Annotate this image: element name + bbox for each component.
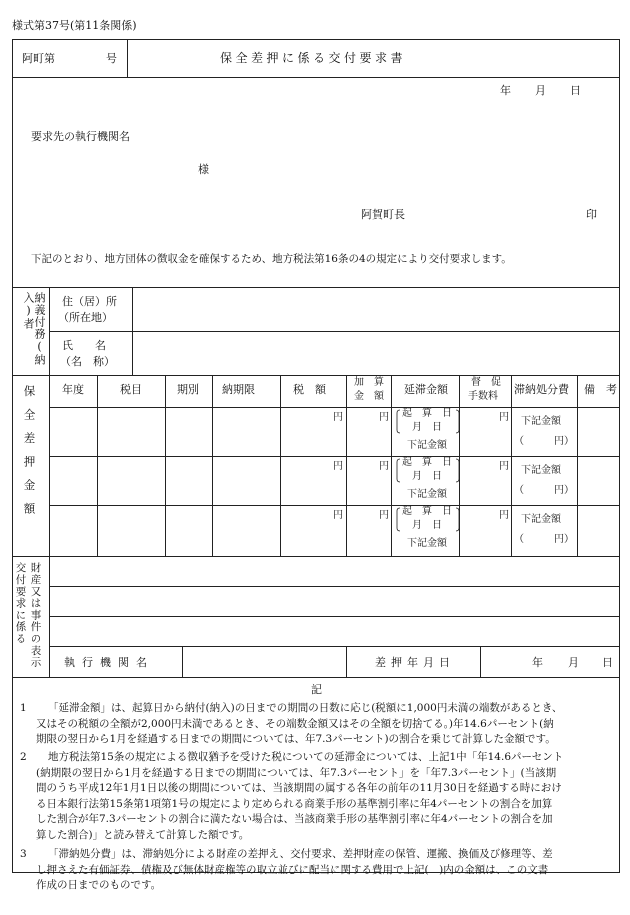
date-year-label: 年 [500,84,511,97]
table-row-1-fee-unit: 円 [499,412,509,423]
address-sub-label: （所在地） [58,311,113,324]
note-2-line-3: 間のうち平成12年1月1日以後の期間については、当該期間の属する各年の前年の11月30日を経過する時におけ [36,782,562,794]
sender-name: 阿賀町長 [361,208,405,221]
note-2-line-5: した割合が年7.3パーセントの割合に満たない場合は、当該商業手形の基準割引率に年4パーセントの割合を加 [36,813,553,825]
address-label: 住（居）所 [62,295,117,308]
table-row-2-below: 下記金額 [407,489,447,500]
note-3 [20,847,615,894]
table-row-1-calc-start: 起 算 日 [402,408,452,419]
header-remarks: 備 考 [584,383,617,396]
table-row-3-below: 下記金額 [407,538,447,549]
table-row-1-add-unit: 円 [379,412,389,423]
intro-text: 下記のとおり、地方団体の徴収金を確保するため、地方税法第16条の4の規定により交付要求します。 [31,253,512,265]
recipient-label: 要求先の執行機関名 [31,130,130,143]
header-additional-2: 金 額 [354,391,384,402]
table-row-3-disposal-paren: （ 円） [514,534,574,545]
table-row-2-month-day: 月 日 [412,471,442,482]
header-dunning-1: 督 促 [471,377,501,388]
table-row-2-calc-start: 起 算 日 [402,457,452,468]
document-title: 保全差押に係る交付要求書 [220,51,407,65]
note-2-line-1: 地方税法第15条の規定による徴収猶予を受けた税についての延滞金については、上記1中「年14.6パーセント [48,751,564,763]
seizure-date-label: 差押年月日 [375,656,455,669]
name-sub-label: （名 称） [60,355,115,368]
table-row-2-disposal-paren: （ 円） [514,485,574,496]
name-label: 氏 名 [62,339,106,352]
header-tax-item: 税目 [120,383,142,396]
notes-heading: 記 [311,683,322,696]
seizure-month-label: 月 [568,656,579,669]
form-number: 様式第37号(第11条関係) [12,19,137,32]
table-row-1-tax-unit: 円 [333,412,343,423]
note-2-line-2: (納期限の翌日から1月を経過する日までの期間については、年7.3パーセント」を「年7.3パーセント」(当該期 [36,766,557,779]
table-row-1-disposal-paren: （ 円） [514,436,574,447]
recipient-honorific: 様 [198,163,209,176]
note-1-line-1: 「延滞金額」は、起算日から納付(納入)の日までの期間の日数に応じ(税額に1,000円未満の端数があるとき、 [48,702,563,714]
note-2-number: 2 [20,751,27,763]
property-side-label-col1: 交付要求に係る [14,562,27,645]
table-row-3-tax-unit: 円 [333,510,343,521]
table-row-1-disposal-label: 下記金額 [521,416,561,427]
doc-number-suffix: 号 [106,52,117,65]
seal-mark: 印 [586,208,597,221]
note-2-text [36,750,563,843]
table-row-3-month-day: 月 日 [412,520,442,531]
note-3-line-2: し押さえた有価証券、債権及び無体財産権等の取立並びに配当に関する費用で上記( )内の金額は、この文書 [36,863,549,876]
header-dunning-2: 手数料 [468,391,498,402]
seizure-year-label: 年 [532,656,543,669]
note-3-line-1: 「滞納処分費」は、滞納処分による財産の差押え、交付要求、差押財産の保管、運搬、換価及び修理等、差 [48,848,553,860]
note-1 [20,701,615,748]
table-row-3-calc-start: 起 算 日 [402,506,452,517]
amount-side-label: 保全差押金額 [22,385,37,526]
note-3-line-3: 作成の日までのものです。 [36,879,162,891]
table-row-2-disposal-label: 下記金額 [521,465,561,476]
header-late-fee: 延滞金額 [404,383,448,396]
table-row-3-add-unit: 円 [379,510,389,521]
note-1-number: 1 [20,702,27,714]
header-fiscal-year: 年度 [62,383,84,396]
table-row-2-tax-unit: 円 [333,461,343,472]
doc-number-prefix: 阿町第 [22,52,55,65]
table-row-2-add-unit: 円 [379,461,389,472]
table-row-1-month-day: 月 日 [412,422,442,433]
note-3-text [36,847,553,894]
taxpayer-side-label-text: 納義付務(納入)者 [22,292,46,366]
note-1-line-2: 又はその税額の全額が2,000円未満であるとき、その端数金額又はその全額を切捨てる。)年14.6パーセント(納 [36,717,554,730]
note-2-line-6: 算した割合)」と読み替えて計算した額です。 [36,828,250,841]
note-1-text [36,701,562,748]
header-disposal-cost: 滞納処分費 [514,383,569,396]
table-row-2-fee-unit: 円 [499,461,509,472]
note-2-line-4: る日本銀行法第15条第1項第1号の規定により定められる商業手形の基準割引率に年4パーセントの割合を加算 [36,797,553,810]
header-tax-amount: 税 額 [293,383,326,396]
header-additional-1: 加 算 [354,377,384,388]
header-period: 期別 [177,383,199,396]
date-day-label: 日 [570,84,581,97]
table-row-3-disposal-label: 下記金額 [521,514,561,525]
header-due-date: 納期限 [222,383,255,396]
table-row-1-below: 下記金額 [407,440,447,451]
note-1-line-3: 期限の翌日から1月を経過する日までの期間については、年7.3パーセント)の割合を乗じて計算した金額です。 [36,733,556,745]
note-2 [20,750,615,845]
seizure-day-label: 日 [602,656,613,669]
note-3-number: 3 [20,848,27,860]
date-month-label: 月 [535,84,546,97]
table-row-3-fee-unit: 円 [499,510,509,521]
property-side-label-col2: 財産又は事件の表示 [29,562,42,669]
agency-name-label: 執行機関名 [64,656,154,669]
